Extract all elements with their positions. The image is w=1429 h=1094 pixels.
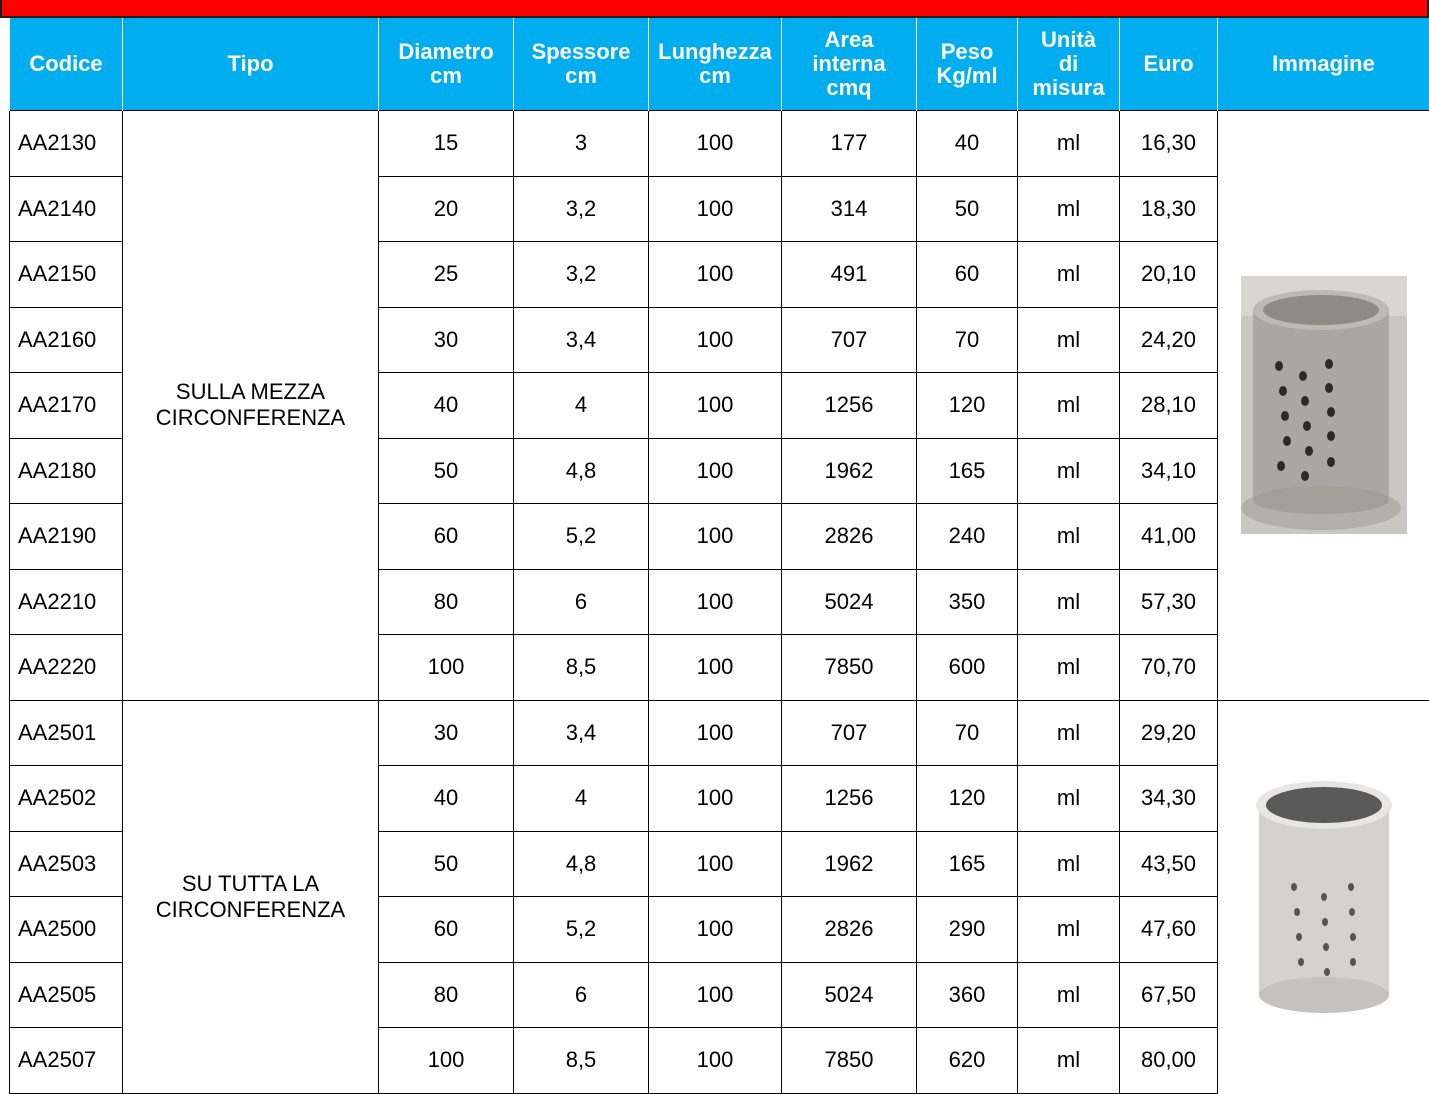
column-header-line: cmq — [782, 76, 916, 100]
cell-peso: 70 — [917, 700, 1018, 766]
table-row — [10, 111, 1429, 177]
cell-diametro: 40 — [379, 373, 514, 439]
cell-unita-misura: ml — [1018, 962, 1120, 1028]
column-header-lunghezza — [649, 18, 782, 111]
cell-unita-misura: ml — [1018, 766, 1120, 832]
cell-euro: 16,30 — [1120, 111, 1218, 177]
cell-codice: AA2210 — [10, 569, 123, 635]
price-table — [9, 18, 1429, 1094]
cell-spessore: 6 — [514, 569, 649, 635]
tipo-line: SU TUTTA LA — [123, 871, 378, 897]
column-header-line: Area — [782, 28, 916, 52]
column-header-line: Tipo — [123, 52, 378, 76]
column-header-line: Kg/ml — [917, 64, 1017, 88]
cell-unita-misura: ml — [1018, 897, 1120, 963]
cell-euro: 67,50 — [1120, 962, 1218, 1028]
column-header-line: cm — [379, 64, 513, 88]
cell-lunghezza: 100 — [649, 569, 782, 635]
tipo-line: CIRCONFERENZA — [123, 897, 378, 923]
cell-area-interna: 2826 — [782, 897, 917, 963]
column-header-area-interna — [782, 18, 917, 111]
cell-spessore: 5,2 — [514, 504, 649, 570]
column-header-diametro — [379, 18, 514, 111]
cell-diametro: 15 — [379, 111, 514, 177]
cell-area-interna: 1256 — [782, 373, 917, 439]
cell-euro: 28,10 — [1120, 373, 1218, 439]
column-header-tipo — [123, 18, 379, 111]
cell-spessore: 8,5 — [514, 1028, 649, 1094]
table-body — [10, 111, 1429, 1094]
column-header-line: misura — [1018, 76, 1119, 100]
column-header-line: Euro — [1120, 52, 1217, 76]
cell-spessore: 4,8 — [514, 831, 649, 897]
cell-diametro: 50 — [379, 438, 514, 504]
column-header-immagine — [1218, 18, 1429, 111]
cell-codice: AA2505 — [10, 962, 123, 1028]
column-header-line: Diametro — [379, 40, 513, 64]
cell-area-interna: 177 — [782, 111, 917, 177]
tipo-line: SULLA MEZZA — [123, 379, 378, 405]
cell-diametro: 80 — [379, 569, 514, 635]
cell-area-interna: 491 — [782, 242, 917, 308]
cell-lunghezza: 100 — [649, 897, 782, 963]
cell-spessore: 3,2 — [514, 176, 649, 242]
cell-euro: 20,10 — [1120, 242, 1218, 308]
cell-peso: 240 — [917, 504, 1018, 570]
cell-area-interna: 5024 — [782, 962, 917, 1028]
cell-spessore: 4,8 — [514, 438, 649, 504]
cell-lunghezza: 100 — [649, 635, 782, 701]
cell-unita-misura: ml — [1018, 635, 1120, 701]
cell-area-interna: 707 — [782, 700, 917, 766]
cell-peso: 350 — [917, 569, 1018, 635]
cell-unita-misura: ml — [1018, 242, 1120, 308]
cell-spessore: 8,5 — [514, 635, 649, 701]
cell-diametro: 30 — [379, 307, 514, 373]
cell-diametro: 30 — [379, 700, 514, 766]
cell-spessore: 3 — [514, 111, 649, 177]
half-perforated-pipe-image — [1241, 276, 1407, 534]
cell-unita-misura: ml — [1018, 504, 1120, 570]
cell-euro: 29,20 — [1120, 700, 1218, 766]
cell-spessore: 6 — [514, 962, 649, 1028]
column-header-codice — [10, 18, 123, 111]
title-banner — [0, 0, 1429, 18]
cell-peso: 360 — [917, 962, 1018, 1028]
cell-codice: AA2160 — [10, 307, 123, 373]
cell-peso: 70 — [917, 307, 1018, 373]
column-header-line: Unità — [1018, 28, 1119, 52]
cell-spessore: 5,2 — [514, 897, 649, 963]
cell-lunghezza: 100 — [649, 1028, 782, 1094]
cell-area-interna: 7850 — [782, 1028, 917, 1094]
column-header-line: Immagine — [1218, 52, 1429, 76]
cell-codice: AA2507 — [10, 1028, 123, 1094]
cell-diametro: 60 — [379, 504, 514, 570]
cell-unita-misura: ml — [1018, 569, 1120, 635]
cell-diametro: 100 — [379, 635, 514, 701]
cell-lunghezza: 100 — [649, 962, 782, 1028]
cell-euro: 80,00 — [1120, 1028, 1218, 1094]
tipo-line: CIRCONFERENZA — [123, 405, 378, 431]
cell-unita-misura: ml — [1018, 373, 1120, 439]
cell-spessore: 3,4 — [514, 700, 649, 766]
cell-codice: AA2180 — [10, 438, 123, 504]
cell-codice: AA2500 — [10, 897, 123, 963]
cell-unita-misura: ml — [1018, 176, 1120, 242]
cell-peso: 120 — [917, 373, 1018, 439]
cell-unita-misura: ml — [1018, 831, 1120, 897]
cell-area-interna: 1256 — [782, 766, 917, 832]
cell-peso: 290 — [917, 897, 1018, 963]
cell-codice: AA2190 — [10, 504, 123, 570]
cell-area-interna: 707 — [782, 307, 917, 373]
cell-euro: 57,30 — [1120, 569, 1218, 635]
column-header-line: cm — [514, 64, 648, 88]
cell-codice: AA2503 — [10, 831, 123, 897]
cell-diametro: 80 — [379, 962, 514, 1028]
column-header-peso — [917, 18, 1018, 111]
cell-euro: 34,30 — [1120, 766, 1218, 832]
column-header-unita-misura — [1018, 18, 1120, 111]
cell-peso: 50 — [917, 176, 1018, 242]
cell-area-interna: 7850 — [782, 635, 917, 701]
cell-area-interna: 314 — [782, 176, 917, 242]
cell-lunghezza: 100 — [649, 176, 782, 242]
cell-lunghezza: 100 — [649, 307, 782, 373]
cell-codice: AA2170 — [10, 373, 123, 439]
cell-euro: 70,70 — [1120, 635, 1218, 701]
column-header-line: cm — [649, 64, 781, 88]
cell-unita-misura: ml — [1018, 307, 1120, 373]
column-header-line: Codice — [10, 52, 122, 76]
header-row — [10, 18, 1429, 111]
column-header-line: Peso — [917, 40, 1017, 64]
cell-lunghezza: 100 — [649, 831, 782, 897]
cell-euro: 24,20 — [1120, 307, 1218, 373]
cell-peso: 620 — [917, 1028, 1018, 1094]
cell-euro: 18,30 — [1120, 176, 1218, 242]
cell-immagine — [1218, 111, 1429, 701]
cell-peso: 40 — [917, 111, 1018, 177]
cell-unita-misura: ml — [1018, 111, 1120, 177]
cell-unita-misura: ml — [1018, 1028, 1120, 1094]
cell-euro: 43,50 — [1120, 831, 1218, 897]
cell-codice: AA2502 — [10, 766, 123, 832]
cell-area-interna: 1962 — [782, 438, 917, 504]
cell-area-interna: 1962 — [782, 831, 917, 897]
cell-peso: 165 — [917, 438, 1018, 504]
cell-tipo — [123, 700, 379, 1093]
cell-lunghezza: 100 — [649, 438, 782, 504]
cell-euro: 47,60 — [1120, 897, 1218, 963]
cell-tipo — [123, 111, 379, 701]
cell-lunghezza: 100 — [649, 504, 782, 570]
cell-spessore: 4 — [514, 766, 649, 832]
cell-diametro: 100 — [379, 1028, 514, 1094]
cell-spessore: 3,4 — [514, 307, 649, 373]
cell-area-interna: 2826 — [782, 504, 917, 570]
column-header-line: interna — [782, 52, 916, 76]
cell-codice: AA2140 — [10, 176, 123, 242]
column-header-euro — [1120, 18, 1218, 111]
cell-lunghezza: 100 — [649, 373, 782, 439]
cell-diametro: 50 — [379, 831, 514, 897]
cell-codice: AA2130 — [10, 111, 123, 177]
column-header-line: Lunghezza — [649, 40, 781, 64]
cell-codice: AA2501 — [10, 700, 123, 766]
cell-euro: 34,10 — [1120, 438, 1218, 504]
cell-lunghezza: 100 — [649, 700, 782, 766]
cell-spessore: 4 — [514, 373, 649, 439]
cell-spessore: 3,2 — [514, 242, 649, 308]
cell-diametro: 25 — [379, 242, 514, 308]
table-row — [10, 700, 1429, 766]
cell-peso: 165 — [917, 831, 1018, 897]
cell-area-interna: 5024 — [782, 569, 917, 635]
cell-diametro: 40 — [379, 766, 514, 832]
cell-lunghezza: 100 — [649, 766, 782, 832]
cell-lunghezza: 100 — [649, 111, 782, 177]
cell-peso: 60 — [917, 242, 1018, 308]
column-header-line: di — [1018, 52, 1119, 76]
cell-unita-misura: ml — [1018, 438, 1120, 504]
cell-codice: AA2220 — [10, 635, 123, 701]
cell-peso: 120 — [917, 766, 1018, 832]
cell-lunghezza: 100 — [649, 242, 782, 308]
column-header-line: Spessore — [514, 40, 648, 64]
cell-peso: 600 — [917, 635, 1018, 701]
fully-perforated-pipe-image — [1249, 777, 1399, 1017]
cell-immagine — [1218, 700, 1429, 1093]
cell-diametro: 20 — [379, 176, 514, 242]
cell-euro: 41,00 — [1120, 504, 1218, 570]
cell-unita-misura: ml — [1018, 700, 1120, 766]
cell-codice: AA2150 — [10, 242, 123, 308]
cell-diametro: 60 — [379, 897, 514, 963]
column-header-spessore — [514, 18, 649, 111]
